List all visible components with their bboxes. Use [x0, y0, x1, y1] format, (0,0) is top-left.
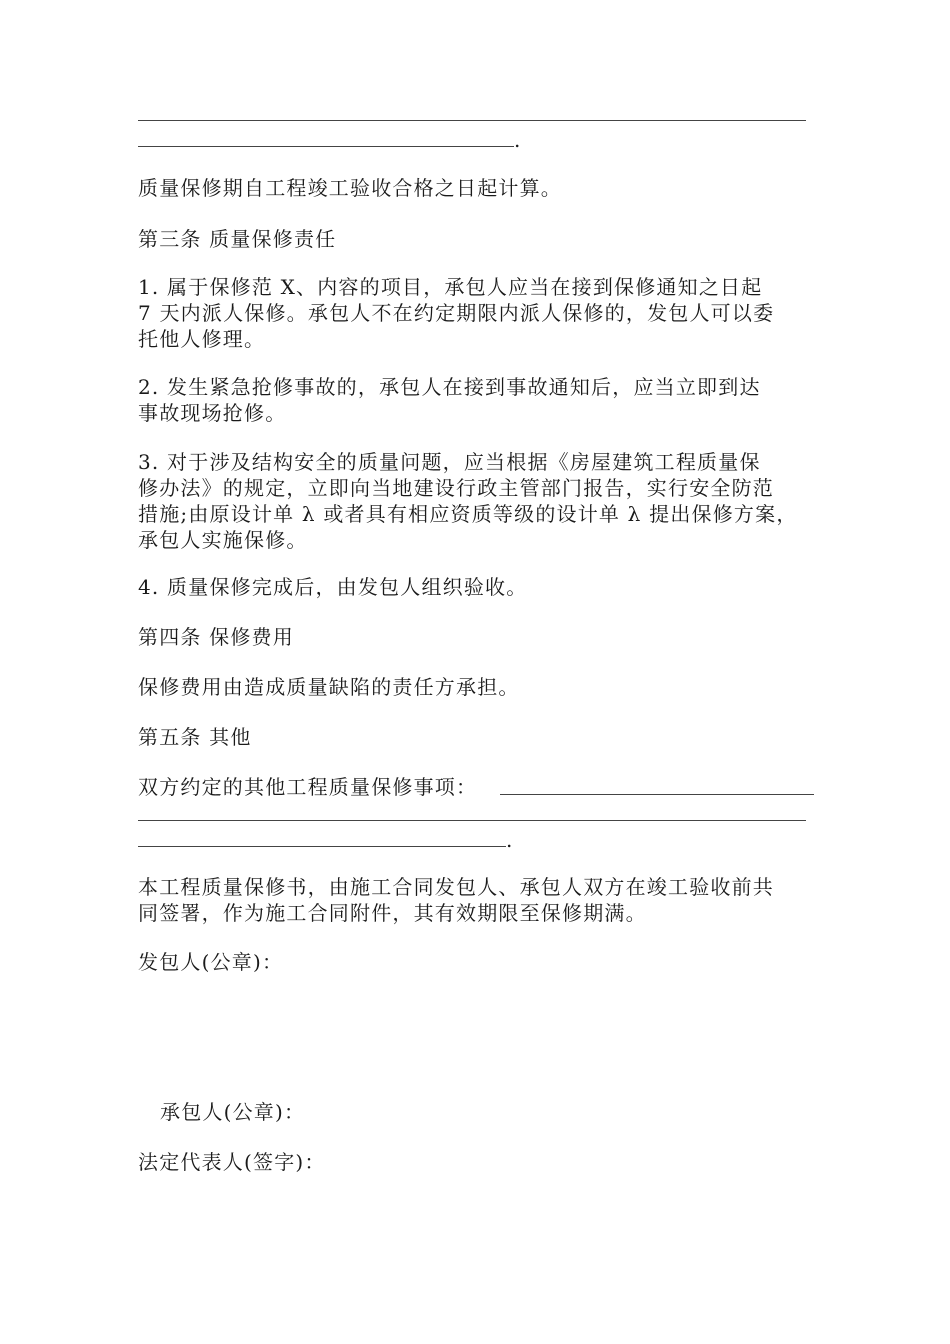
contractor-seal-label: 承包人(公章)：	[160, 1100, 306, 1124]
item-line: 4. 质量保修完成后，由发包人组织验收。	[138, 575, 528, 599]
article3-item-1	[138, 274, 818, 352]
validity-line: 本工程质量保修书，由施工合同发包人、承包人双方在竣工验收前共	[138, 875, 774, 899]
article3-item-3	[138, 449, 818, 553]
article4-heading: 第四条 保修费用	[138, 625, 294, 649]
item-line: 承包人实施保修。	[138, 528, 308, 552]
article3-item-4	[138, 574, 818, 600]
article5-heading: 第五条 其他	[138, 725, 252, 749]
item-line: 托他人修理。	[138, 327, 266, 351]
article3-item-2	[138, 374, 818, 426]
article4-body: 保修费用由造成质量缺陷的责任方承担。	[138, 675, 520, 699]
item-line: 修办法》的规定，立即向当地建设行政主管部门报告，实行安全防范	[138, 476, 774, 500]
item-line: 措施;由原设计单 λ 或者具有相应资质等级的设计单 λ 提出保修方案，	[138, 502, 798, 526]
blank-line-1	[138, 120, 806, 121]
blank-end-mark: .	[514, 128, 521, 152]
other-matters-end-mark: .	[506, 828, 513, 852]
blank-line-2	[138, 146, 514, 147]
employer-seal-label: 发包人(公章)：	[138, 950, 284, 974]
validity-line: 同签署，作为施工合同附件，其有效期限至保修期满。	[138, 901, 647, 925]
other-matters-blank-3	[138, 846, 506, 847]
warranty-period-start: 质量保修期自工程竣工验收合格之日起计算。	[138, 176, 562, 200]
item-line: 7 天内派人保修。承包人不在约定期限内派人保修的，发包人可以委	[138, 301, 775, 325]
item-line: 3. 对于涉及结构安全的质量问题，应当根据《房屋建筑工程质量保	[138, 450, 761, 474]
item-line: 2. 发生紧急抢修事故的，承包人在接到事故通知后，应当立即到达	[138, 375, 761, 399]
item-line: 事故现场抢修。	[138, 401, 287, 425]
legal-rep-signature-label: 法定代表人(签字)：	[138, 1150, 326, 1174]
item-line: 1. 属于保修范 X、内容的项目，承包人应当在接到保修通知之日起	[138, 275, 763, 299]
other-matters-blank-1	[500, 794, 814, 795]
article3-heading: 第三条 质量保修责任	[138, 227, 337, 251]
validity-clause	[138, 874, 818, 926]
other-matters-label: 双方约定的其他工程质量保修事项：	[138, 775, 478, 799]
other-matters-blank-2	[138, 820, 806, 821]
